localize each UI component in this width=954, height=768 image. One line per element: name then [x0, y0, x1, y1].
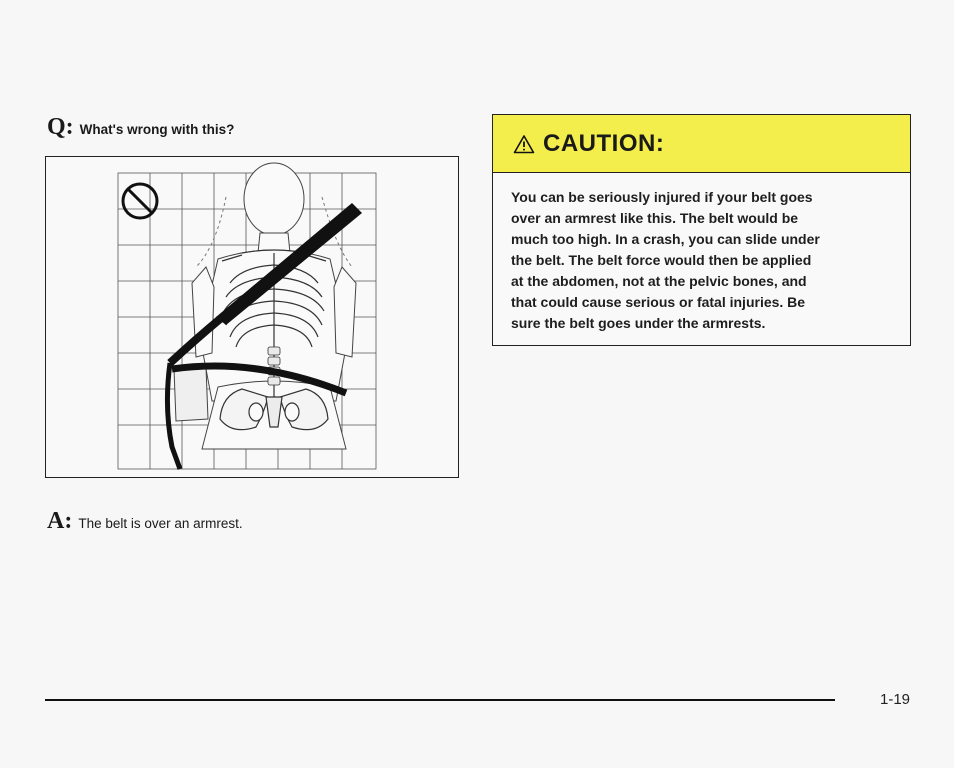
- answer-text: The belt is over an armrest.: [78, 516, 243, 531]
- prohibition-icon: [123, 184, 157, 218]
- answer-label: A:: [47, 508, 73, 534]
- skeleton-illustration: [46, 157, 457, 476]
- caution-line: sure the belt goes under the armrests.: [511, 315, 766, 331]
- caution-line: much too high. In a crash, you can slide under: [511, 231, 820, 247]
- warning-triangle-icon: [513, 134, 535, 154]
- caution-body: [493, 173, 910, 334]
- page-number: 1-19: [880, 691, 911, 708]
- caution-line: the belt. The belt force would then be applied: [511, 252, 812, 268]
- footer-rule: [45, 699, 835, 701]
- caution-title: CAUTION:: [543, 129, 665, 157]
- answer-line: [47, 508, 243, 535]
- caution-line: that could cause serious or fatal injuries. Be: [511, 294, 806, 310]
- question-label: Q:: [47, 114, 74, 140]
- caution-line: at the abdomen, not at the pelvic bones, and: [511, 273, 807, 289]
- seatbelt-figure: [45, 156, 459, 478]
- question-line: [47, 114, 234, 141]
- caution-header: [493, 115, 910, 173]
- caution-box: [492, 114, 911, 346]
- caution-line: You can be seriously injured if your belt goes: [511, 189, 813, 205]
- question-text: What's wrong with this?: [79, 122, 235, 137]
- caution-line: over an armrest like this. The belt would be: [511, 210, 799, 226]
